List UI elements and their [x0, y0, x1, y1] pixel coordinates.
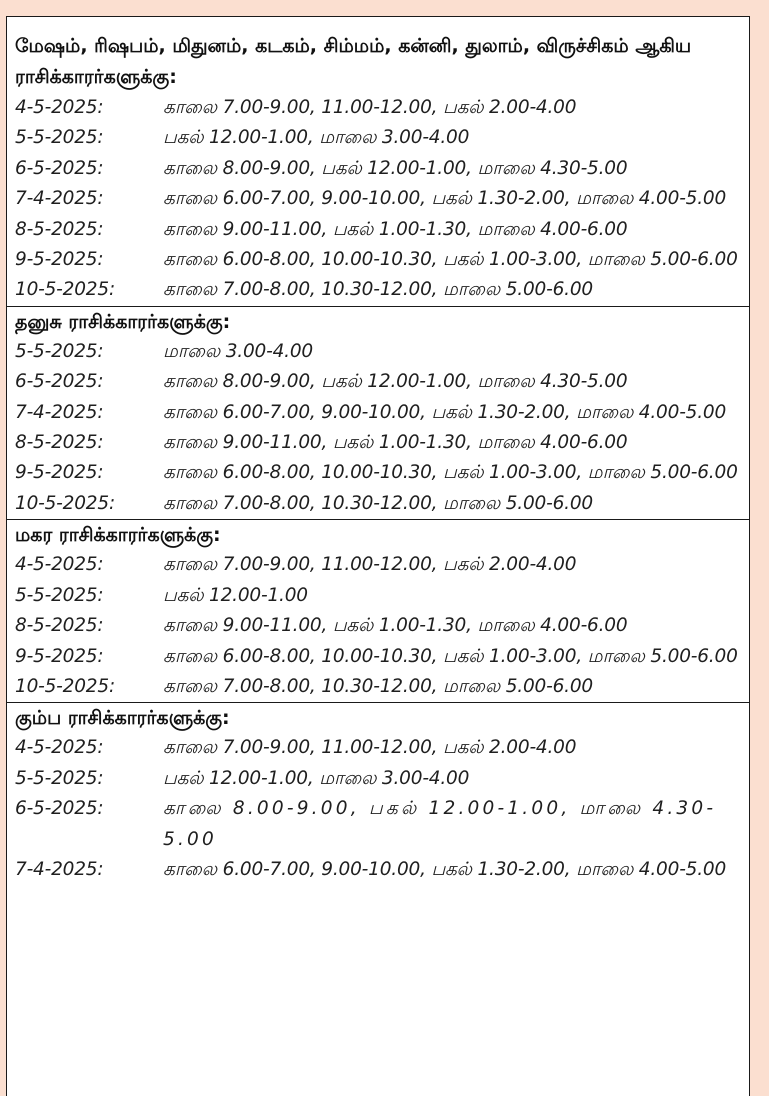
row-date: 10-5-2025:	[15, 279, 115, 301]
row-times: காலை 8.00-9.00, பகல் 12.00-1.00, மாலை 4.30-5.00	[163, 371, 628, 393]
section-kumbha	[7, 703, 749, 885]
row-times: பகல் 12.00-1.00, மாலை 3.00-4.00	[163, 767, 470, 789]
row-date: 8-5-2025:	[15, 432, 104, 454]
row-date: 10-5-2025:	[15, 675, 115, 697]
schedule-panel	[6, 16, 750, 1096]
schedule-row	[15, 154, 743, 184]
row-date: 10-5-2025:	[15, 492, 115, 514]
row-times: காலை 7.00-8.00, 10.30-12.00, மாலை 5.00-6.00	[163, 492, 593, 514]
schedule-row	[15, 93, 743, 123]
row-date: 8-5-2025:	[15, 218, 104, 240]
row-times: காலை 7.00-9.00, 11.00-12.00, பகல் 2.00-4.00	[163, 737, 577, 759]
schedule-row	[15, 489, 743, 519]
row-date: 5-5-2025:	[15, 767, 104, 789]
schedule-row	[15, 672, 743, 702]
schedule-row	[15, 367, 743, 397]
row-times: பகல் 12.00-1.00, மாலை 3.00-4.00	[163, 127, 470, 149]
section-dhanusu	[7, 307, 749, 520]
schedule-row	[15, 764, 743, 794]
schedule-row	[15, 275, 743, 305]
row-times: காலை 7.00-9.00, 11.00-12.00, பகல் 2.00-4.00	[163, 97, 577, 118]
row-date: 5-5-2025:	[15, 340, 104, 362]
row-times: காலை 7.00-9.00, 11.00-12.00, பகல் 2.00-4.00	[163, 554, 577, 576]
row-times: காலை 6.00-7.00, 9.00-10.00, பகல் 1.30-2.00, மாலை 4.00-5.00	[163, 188, 727, 210]
row-times: காலை 9.00-11.00, பகல் 1.00-1.30, மாலை 4.00-6.00	[163, 432, 628, 454]
row-date: 7-4-2025:	[15, 858, 104, 880]
row-times: காலை 6.00-7.00, 9.00-10.00, பகல் 1.30-2.00, மாலை 4.00-5.00	[163, 401, 727, 423]
schedule-row	[15, 733, 743, 763]
section-heading: மகர ராசிக்காரர்களுக்கு:	[15, 524, 221, 547]
row-times: காலை 6.00-8.00, 10.00-10.30, பகல் 1.00-3.00, மாலை 5.00-6.00	[163, 462, 738, 484]
row-date: 6-5-2025:	[15, 157, 104, 179]
row-times: காலை 6.00-7.00, 9.00-10.00, பகல் 1.30-2.00, மாலை 4.00-5.00	[163, 858, 727, 880]
row-date: 8-5-2025:	[15, 615, 104, 637]
row-date: 7-4-2025:	[15, 188, 104, 210]
row-times: காலை 9.00-11.00, பகல் 1.00-1.30, மாலை 4.00-6.00	[163, 615, 628, 637]
row-date: 5-5-2025:	[15, 584, 104, 606]
schedule-row	[15, 337, 743, 367]
row-times: காலை 6.00-8.00, 10.00-10.30, பகல் 1.00-3.00, மாலை 5.00-6.00	[163, 645, 738, 667]
row-date: 9-5-2025:	[15, 645, 104, 667]
row-date: 9-5-2025:	[15, 249, 104, 271]
section-heading: மேஷம், ரிஷபம், மிதுனம், கடகம், சிம்மம், கன்னி, துலாம், விருச்சிகம் ஆகிய ராசிக்காரர்களுக்கு:	[15, 35, 692, 88]
section-heading: தனுசு ராசிக்காரர்களுக்கு:	[15, 310, 231, 333]
schedule-row	[15, 855, 743, 885]
section-group-1	[7, 17, 749, 307]
schedule-row	[15, 581, 743, 611]
row-times: காலை 8.00-9.00, பகல் 12.00-1.00, மாலை 4.30-5.00	[163, 157, 628, 179]
schedule-row	[15, 123, 743, 153]
schedule-row	[15, 245, 743, 275]
row-date: 6-5-2025:	[15, 371, 104, 393]
row-date: 6-5-2025:	[15, 798, 104, 820]
schedule-row	[15, 794, 743, 855]
row-date: 4-5-2025:	[15, 737, 104, 759]
row-date: 5-5-2025:	[15, 127, 104, 149]
section-makara	[7, 520, 749, 703]
schedule-row	[15, 458, 743, 488]
schedule-row	[15, 611, 743, 641]
row-times: பகல் 12.00-1.00	[163, 584, 308, 606]
schedule-row	[15, 184, 743, 214]
row-times: காலை 6.00-8.00, 10.00-10.30, பகல் 1.00-3.00, மாலை 5.00-6.00	[163, 249, 738, 271]
row-times: காலை 7.00-8.00, 10.30-12.00, மாலை 5.00-6.00	[163, 675, 593, 697]
row-date: 9-5-2025:	[15, 462, 104, 484]
row-times: மாலை 3.00-4.00	[163, 340, 313, 362]
row-date: 4-5-2025:	[15, 97, 104, 118]
schedule-row	[15, 642, 743, 672]
row-times: காலை 7.00-8.00, 10.30-12.00, மாலை 5.00-6.00	[163, 279, 593, 301]
row-date: 7-4-2025:	[15, 401, 104, 423]
row-date: 4-5-2025:	[15, 554, 104, 576]
schedule-row	[15, 428, 743, 458]
schedule-row	[15, 398, 743, 428]
row-times: காலை 8.00-9.00, பகல் 12.00-1.00, மாலை 4.30-5.00	[163, 798, 717, 850]
schedule-row	[15, 215, 743, 245]
row-times: காலை 9.00-11.00, பகல் 1.00-1.30, மாலை 4.00-6.00	[163, 218, 628, 240]
section-heading: கும்ப ராசிக்காரர்களுக்கு:	[15, 707, 230, 730]
schedule-row	[15, 550, 743, 580]
